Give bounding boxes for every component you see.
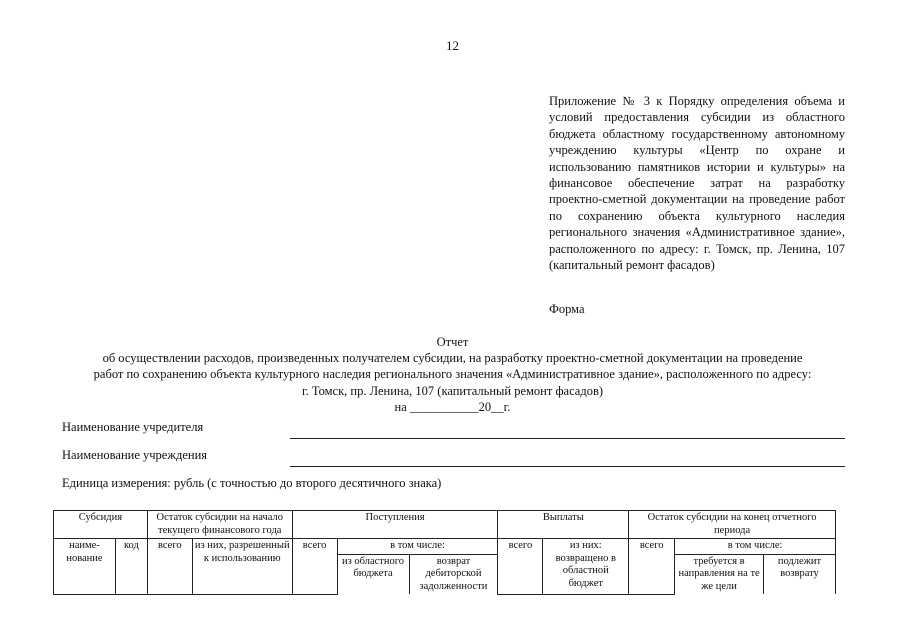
col-total-receipts: всего xyxy=(292,539,337,595)
report-table xyxy=(53,510,836,595)
col-including-end: в том числе: xyxy=(675,539,836,555)
institution-label: Наименование учреждения xyxy=(62,448,208,462)
col-from-budget: из областного бюджета xyxy=(337,554,409,594)
table-header-row-2 xyxy=(54,539,836,555)
col-total-start: всего xyxy=(147,539,192,595)
appendix-text: Приложение № 3 к Порядку определения объема и условий предоставления субсидии из областного бюджета областному государственному автономному учреждению культуры «Центр по охране и использованию памятников истории и культуры» на финансовое обеспечение затрат на разработку проектно-сметной документации на проведение работ по сохранению объекта культурного наследия регионального значения «Административное здание», расположенного по адресу: г. Томск, пр. Ленина, 107 (капитальный ремонт фасадов) xyxy=(549,94,845,273)
col-name: наиме-нование xyxy=(54,539,116,595)
founder-field-line[interactable] xyxy=(290,438,845,439)
col-code: код xyxy=(115,539,147,595)
col-to-return: подлежит возврату xyxy=(764,554,836,594)
col-total-payments: всего xyxy=(498,539,543,595)
report-title-block xyxy=(30,334,875,415)
header-balance-end: Остаток субсидии на конец отчетного периода xyxy=(629,511,836,539)
col-including-receipts: в том числе: xyxy=(337,539,498,555)
unit-label: Единица измерения: рубль (с точностью до второго десятичного знака) xyxy=(62,476,442,490)
report-subtitle-line-2: работ по сохранению объекта культурного наследия регионального значения «Административное здание», расположенного по адресу: xyxy=(93,367,812,382)
col-returned: из них: возвращено в областной бюджет xyxy=(543,539,629,595)
founder-label: Наименование учредителя xyxy=(62,420,204,434)
page-number: 12 xyxy=(446,38,459,53)
header-payments: Выплаты xyxy=(498,511,629,539)
institution-field-line[interactable] xyxy=(290,466,845,467)
col-allowed: из них, разрешенный к использованию xyxy=(192,539,292,595)
col-return-debt: возврат дебиторской задолженности xyxy=(409,554,498,594)
form-label: Форма xyxy=(549,302,585,316)
table-header-row-1 xyxy=(54,511,836,539)
report-subtitle-line-1: об осуществлении расходов, произведенных получателем субсидии, на разработку проектно-сметной документации на проведение xyxy=(102,351,803,366)
col-total-end: всего xyxy=(629,539,675,595)
header-balance-start: Остаток субсидии на начало текущего финансового года xyxy=(147,511,292,539)
col-required: требуется в направления на те же цели xyxy=(675,554,764,594)
report-title: Отчет xyxy=(436,335,469,349)
header-receipts: Поступления xyxy=(292,511,498,539)
header-subsidy: Субсидия xyxy=(54,511,148,539)
report-subtitle-line-3: г. Томск, пр. Ленина, 107 (капитальный ремонт фасадов) xyxy=(301,383,604,398)
report-date-line: на ___________20__г. xyxy=(394,399,511,414)
